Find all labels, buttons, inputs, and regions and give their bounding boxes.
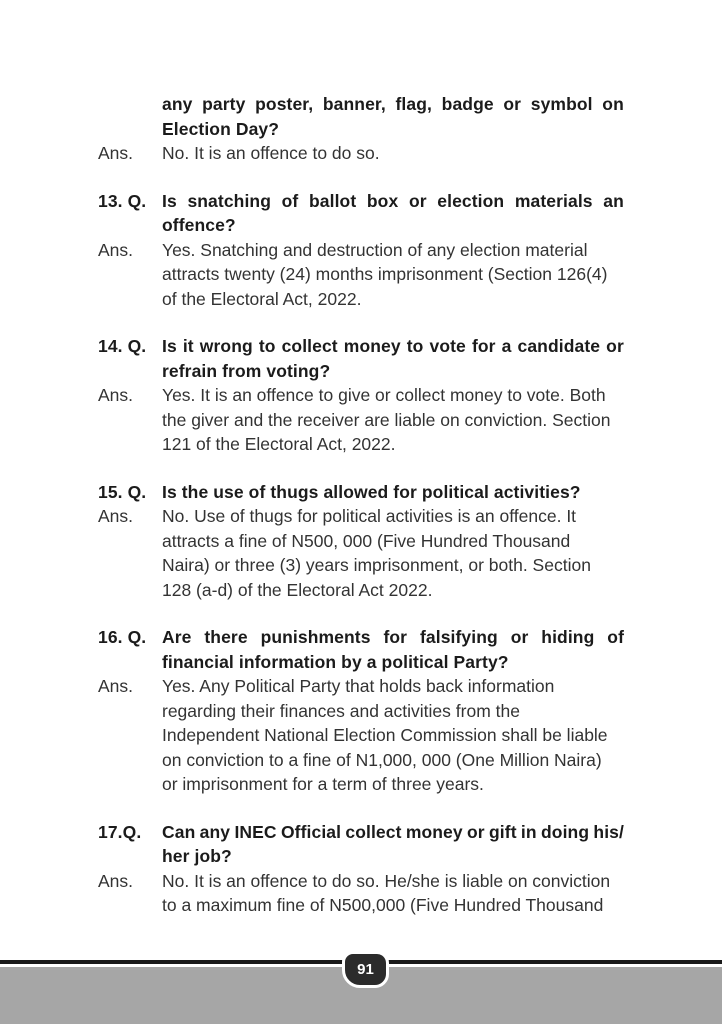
- question-text: [162, 480, 624, 505]
- question-word: party: [202, 94, 246, 114]
- question-word: doing: [540, 821, 590, 842]
- question-line: Election Day?: [162, 118, 280, 139]
- answer-line: attracts twenty (24) months imprisonment (Section 126(4): [162, 264, 608, 284]
- question-word: money: [405, 821, 463, 842]
- answer-line: Yes. Any Political Party that holds back information: [162, 676, 555, 696]
- question-text: [162, 820, 624, 869]
- question-number-label: 17.Q.: [98, 821, 142, 842]
- question-word: or: [408, 190, 427, 211]
- answer-row: [98, 869, 624, 918]
- answer-row: [98, 238, 624, 312]
- question-row: [98, 480, 624, 505]
- question-line: [162, 334, 624, 359]
- question-line: [162, 625, 624, 650]
- qa-block: [98, 480, 624, 603]
- question-word: election: [437, 190, 505, 211]
- answer-text: [162, 674, 624, 797]
- answer-text: [162, 141, 624, 166]
- question-word: or: [503, 94, 522, 114]
- answer-line: No. It is an offence to do so. He/she is liable on conviction: [162, 870, 611, 891]
- answer-line: No. It is an offence to do so.: [162, 143, 380, 163]
- answer-line: Independent National Election Commission shall be liable: [162, 725, 608, 745]
- question-word: poster,: [255, 94, 314, 114]
- question-word: hiding: [541, 627, 595, 647]
- question-word: his/: [593, 821, 624, 842]
- question-word: a: [501, 336, 512, 356]
- question-line: Is the use of thugs allowed for political activities?: [162, 481, 581, 502]
- question-word: in: [520, 821, 537, 842]
- question-word: it: [182, 336, 194, 356]
- question-text: [162, 189, 624, 238]
- question-word: materials: [514, 190, 593, 211]
- answer-row: [98, 383, 624, 457]
- qa-block: [98, 189, 624, 312]
- answer-row: [98, 141, 624, 166]
- question-number-label: 15. Q.: [98, 481, 147, 502]
- question-text: [162, 334, 624, 383]
- question-word: gift: [489, 821, 517, 842]
- answer-row: [98, 674, 624, 797]
- question-word: box: [366, 190, 399, 211]
- question-number-label: 14. Q.: [98, 336, 147, 356]
- question-line: [162, 92, 624, 117]
- answer-label: Ans.: [98, 870, 134, 891]
- answer-label: Ans.: [98, 676, 134, 696]
- answer-line: or imprisonment for a term of three years.: [162, 774, 484, 794]
- answer-line: regarding their finances and activities from the: [162, 700, 520, 721]
- question-word: banner,: [322, 94, 386, 114]
- question-line: [162, 189, 624, 214]
- question-word: candidate: [517, 336, 601, 356]
- question-line: financial information by a political Party?: [162, 651, 509, 672]
- question-line: offence?: [162, 215, 236, 235]
- question-word: for: [383, 627, 408, 647]
- question-word: an: [603, 190, 624, 211]
- question-word: or: [467, 821, 485, 842]
- answer-text: [162, 383, 624, 457]
- answer-line: to a maximum fine of N500,000 (Five Hundred Thousand: [162, 895, 604, 915]
- question-word: Is: [162, 336, 177, 356]
- qa-block: [98, 625, 624, 797]
- qa-block: [98, 334, 624, 457]
- answer-line: Naira) or three (3) years imprisonment, or both. Section: [162, 555, 591, 575]
- question-text: [162, 625, 624, 674]
- question-word: money: [343, 336, 401, 356]
- question-row: [98, 334, 624, 383]
- answer-line: Yes. It is an offence to give or collect money to vote. Both: [162, 385, 606, 405]
- question-word: of: [607, 627, 624, 647]
- answer-text: [162, 238, 624, 312]
- question-row: [98, 189, 624, 238]
- question-word: badge: [441, 94, 494, 114]
- question-word: Is: [162, 190, 177, 211]
- question-word: there: [204, 627, 248, 647]
- question-word: INEC: [234, 821, 277, 842]
- answer-label: Ans.: [98, 385, 134, 405]
- question-row: [98, 625, 624, 674]
- question-number-label: [98, 92, 162, 117]
- question-word: collect: [281, 336, 338, 356]
- answer-text: [162, 504, 624, 602]
- question-word: Are: [162, 627, 192, 647]
- question-word: to: [258, 336, 276, 356]
- question-text: [162, 92, 624, 141]
- question-word: or: [606, 336, 624, 356]
- question-number-label: 16. Q.: [98, 627, 147, 647]
- question-line: her job?: [162, 846, 232, 866]
- question-word: ballot: [308, 190, 357, 211]
- answer-row: [98, 504, 624, 602]
- question-word: to: [406, 336, 424, 356]
- question-word: collect: [345, 821, 402, 842]
- question-word: punishments: [260, 627, 371, 647]
- qa-block: [98, 820, 624, 918]
- page-number-badge: [342, 951, 389, 988]
- question-word: vote: [429, 336, 466, 356]
- question-word: snatching: [187, 190, 271, 211]
- qa-block: [98, 92, 624, 166]
- question-row: [98, 92, 624, 141]
- question-row: [98, 820, 624, 869]
- answer-line: 128 (a-d) of the Electoral Act 2022.: [162, 579, 433, 600]
- question-word: symbol: [530, 94, 593, 114]
- answer-text: [162, 869, 624, 918]
- qa-list: [98, 92, 624, 941]
- question-line: refrain from voting?: [162, 360, 331, 381]
- page-number: 91: [357, 961, 374, 978]
- question-word: or: [510, 627, 529, 647]
- answer-line: Yes. Snatching and destruction of any election material: [162, 239, 588, 260]
- question-word: for: [471, 336, 496, 356]
- question-line: [162, 820, 624, 845]
- answer-label: Ans.: [98, 506, 134, 526]
- answer-line: 121 of the Electoral Act, 2022.: [162, 434, 396, 454]
- answer-label: Ans.: [98, 239, 134, 260]
- question-word: Can: [162, 821, 196, 842]
- question-word: any: [199, 821, 231, 842]
- question-word: any: [162, 94, 193, 114]
- answer-line: attracts a fine of N500, 000 (Five Hundred Thousand: [162, 530, 571, 551]
- answer-line: the giver and the receiver are liable on conviction. Section: [162, 409, 611, 430]
- question-number-label: 13. Q.: [98, 190, 147, 211]
- answer-line: No. Use of thugs for political activities is an offence. It: [162, 506, 577, 526]
- question-word: of: [281, 190, 299, 211]
- question-word: wrong: [199, 336, 253, 356]
- answer-label: Ans.: [98, 143, 134, 163]
- question-word: on: [602, 94, 624, 114]
- question-word: falsifying: [419, 627, 498, 647]
- question-word: flag,: [395, 94, 432, 114]
- answer-line: on conviction to a fine of N1,000, 000 (One Million Naira): [162, 749, 602, 770]
- answer-line: of the Electoral Act, 2022.: [162, 288, 362, 309]
- question-word: Official: [280, 821, 342, 842]
